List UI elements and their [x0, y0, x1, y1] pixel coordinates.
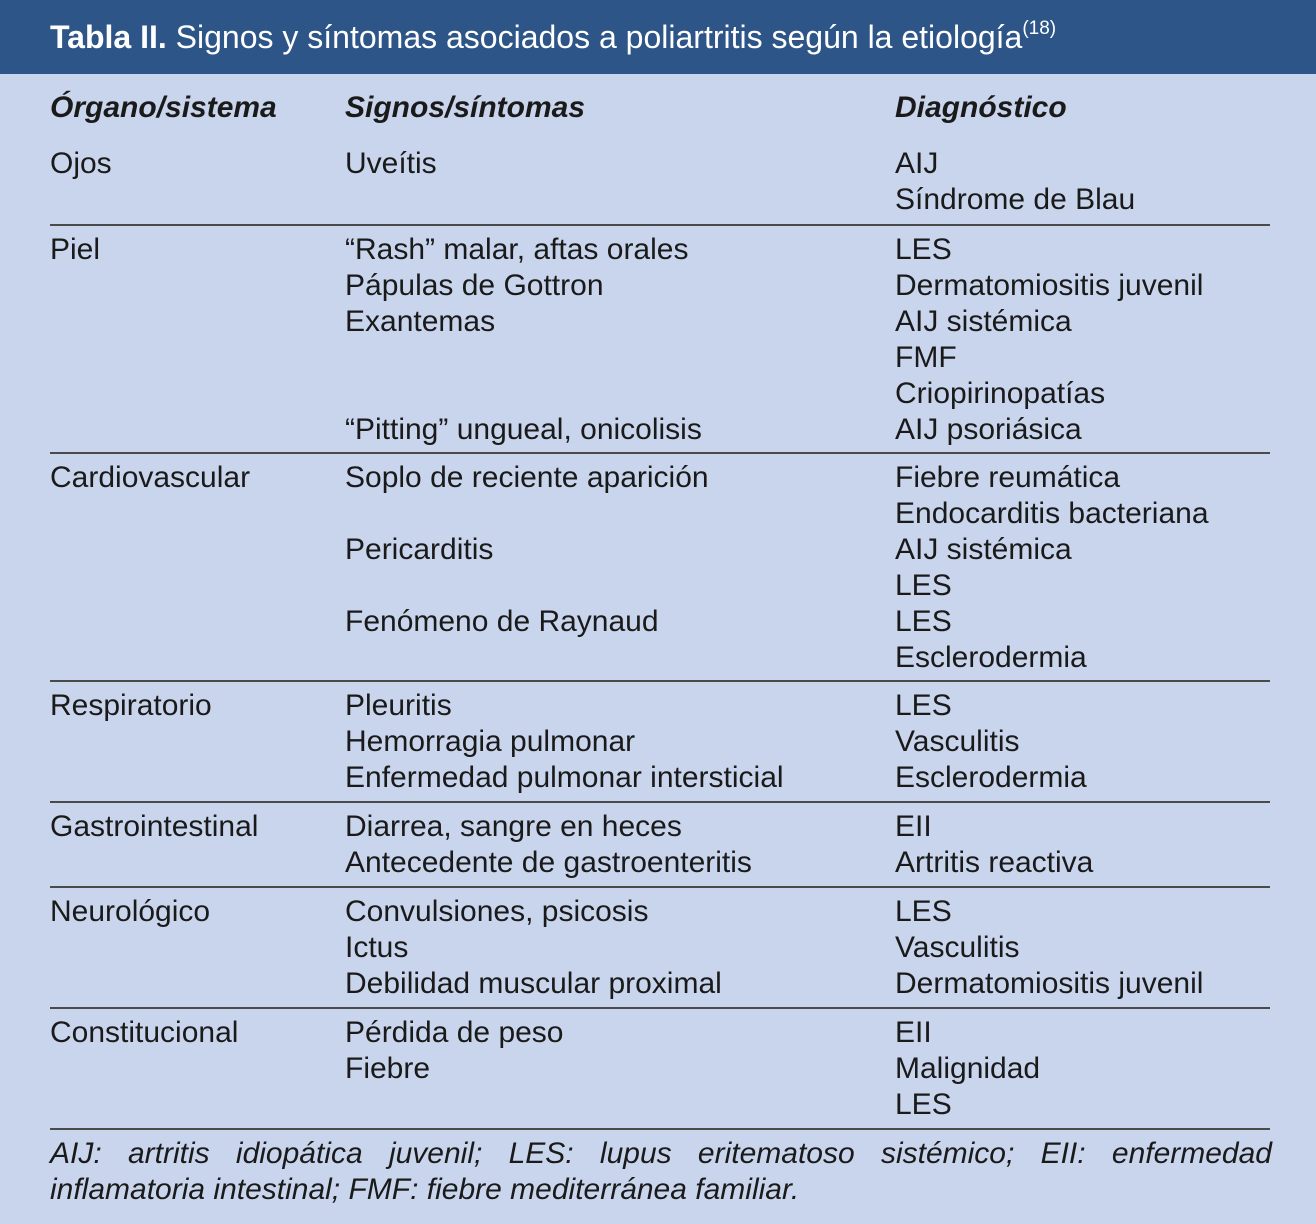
sign-item: Pleuritis	[345, 689, 452, 722]
signs-cell	[345, 146, 437, 182]
diagnosis-item: LES	[895, 1088, 952, 1121]
diagnosis-item: Criopirinopatías	[895, 377, 1106, 410]
table-row-group	[50, 803, 1270, 888]
sign-item: Pápulas de Gottron	[345, 269, 604, 302]
diagnosis-cell	[895, 1015, 1040, 1123]
organ-cell: Gastrointestinal	[50, 810, 259, 843]
sign-item: Exantemas	[345, 305, 496, 338]
diagnosis-item: Vasculitis	[895, 725, 1020, 758]
diagnosis-item: Dermatomiositis juvenil	[895, 967, 1204, 1000]
signs-cell	[345, 809, 752, 881]
sign-item: Antecedente de gastroenteritis	[345, 846, 752, 879]
sign-item: Pericarditis	[345, 533, 494, 566]
diagnosis-item: EII	[895, 810, 932, 843]
signs-cell	[345, 1015, 564, 1087]
sign-item: “Pitting” ungueal, onicolisis	[345, 413, 702, 446]
sign-item: Fenómeno de Raynaud	[345, 605, 659, 638]
diagnosis-item: Dermatomiositis juvenil	[895, 269, 1204, 302]
table-label: Tabla II.	[50, 19, 167, 55]
diagnosis-item: Vasculitis	[895, 931, 1020, 964]
sign-item: Diarrea, sangre en heces	[345, 810, 682, 843]
diagnosis-cell	[895, 809, 1093, 881]
diagnosis-item: LES	[895, 233, 952, 266]
symptoms-table	[50, 84, 1270, 1130]
sign-item: Pérdida de peso	[345, 1016, 564, 1049]
sign-item: Enfermedad pulmonar intersticial	[345, 761, 784, 794]
table-header-row	[50, 84, 1270, 140]
sign-item: Uveítis	[345, 147, 437, 180]
table-row-group	[50, 140, 1270, 226]
sign-item: Ictus	[345, 931, 409, 964]
table-footnote: AIJ: artritis idiopática juvenil; LES: lupus eritematoso sistémico; EII: enfermedad inflamatoria intestinal; FMF: fiebre mediterránea familiar.	[50, 1137, 1272, 1206]
diagnosis-item: Esclerodermia	[895, 641, 1087, 674]
diagnosis-cell	[895, 688, 1087, 796]
organ-cell: Constitucional	[50, 1016, 239, 1049]
table-row-group	[50, 888, 1270, 1009]
table-row-group	[50, 454, 1270, 682]
table-row-group	[50, 682, 1270, 803]
diagnosis-cell	[895, 460, 1209, 676]
header-diagnosis: Diagnóstico	[895, 91, 1067, 124]
signs-cell	[345, 232, 702, 448]
sign-item: Hemorragia pulmonar	[345, 725, 636, 758]
diagnosis-item: Artritis reactiva	[895, 846, 1094, 879]
diagnosis-item: LES	[895, 895, 952, 928]
diagnosis-item: Esclerodermia	[895, 761, 1087, 794]
sign-item: Soplo de reciente aparición	[345, 461, 709, 494]
diagnosis-item: Endocarditis bacteriana	[895, 497, 1209, 530]
sign-item: “Rash” malar, aftas orales	[345, 233, 689, 266]
table-title-bar	[0, 0, 1316, 74]
signs-cell	[345, 894, 722, 1002]
header-organ: Órgano/sistema	[50, 91, 277, 124]
diagnosis-item: FMF	[895, 341, 957, 374]
diagnosis-item: Síndrome de Blau	[895, 183, 1136, 216]
sign-item: Convulsiones, psicosis	[345, 895, 649, 928]
table-row-group	[50, 226, 1270, 454]
reference-mark: (18)	[1022, 18, 1057, 39]
diagnosis-item: AIJ psoriásica	[895, 413, 1082, 446]
diagnosis-item: AIJ sistémica	[895, 305, 1072, 338]
sign-item: Fiebre	[345, 1052, 431, 1085]
header-signs: Signos/síntomas	[345, 91, 586, 124]
signs-cell	[345, 688, 784, 796]
diagnosis-item: LES	[895, 689, 952, 722]
organ-cell: Ojos	[50, 147, 112, 180]
diagnosis-item: LES	[895, 569, 952, 602]
diagnosis-item: AIJ	[895, 147, 939, 180]
diagnosis-cell	[895, 146, 1135, 218]
diagnosis-item: LES	[895, 605, 952, 638]
organ-cell: Piel	[50, 233, 101, 266]
sign-item: Debilidad muscular proximal	[345, 967, 722, 1000]
diagnosis-item: AIJ sistémica	[895, 533, 1072, 566]
signs-cell	[345, 460, 709, 640]
diagnosis-cell	[895, 232, 1203, 448]
organ-cell: Cardiovascular	[50, 461, 251, 494]
organ-cell: Respiratorio	[50, 689, 212, 722]
diagnosis-item: Malignidad	[895, 1052, 1041, 1085]
table-row-group	[50, 1009, 1270, 1130]
diagnosis-item: EII	[895, 1016, 932, 1049]
organ-cell: Neurológico	[50, 895, 211, 928]
table-title: Signos y síntomas asociados a poliartritis según la etiología	[175, 19, 1023, 55]
diagnosis-cell	[895, 894, 1203, 1002]
diagnosis-item: Fiebre reumática	[895, 461, 1121, 494]
